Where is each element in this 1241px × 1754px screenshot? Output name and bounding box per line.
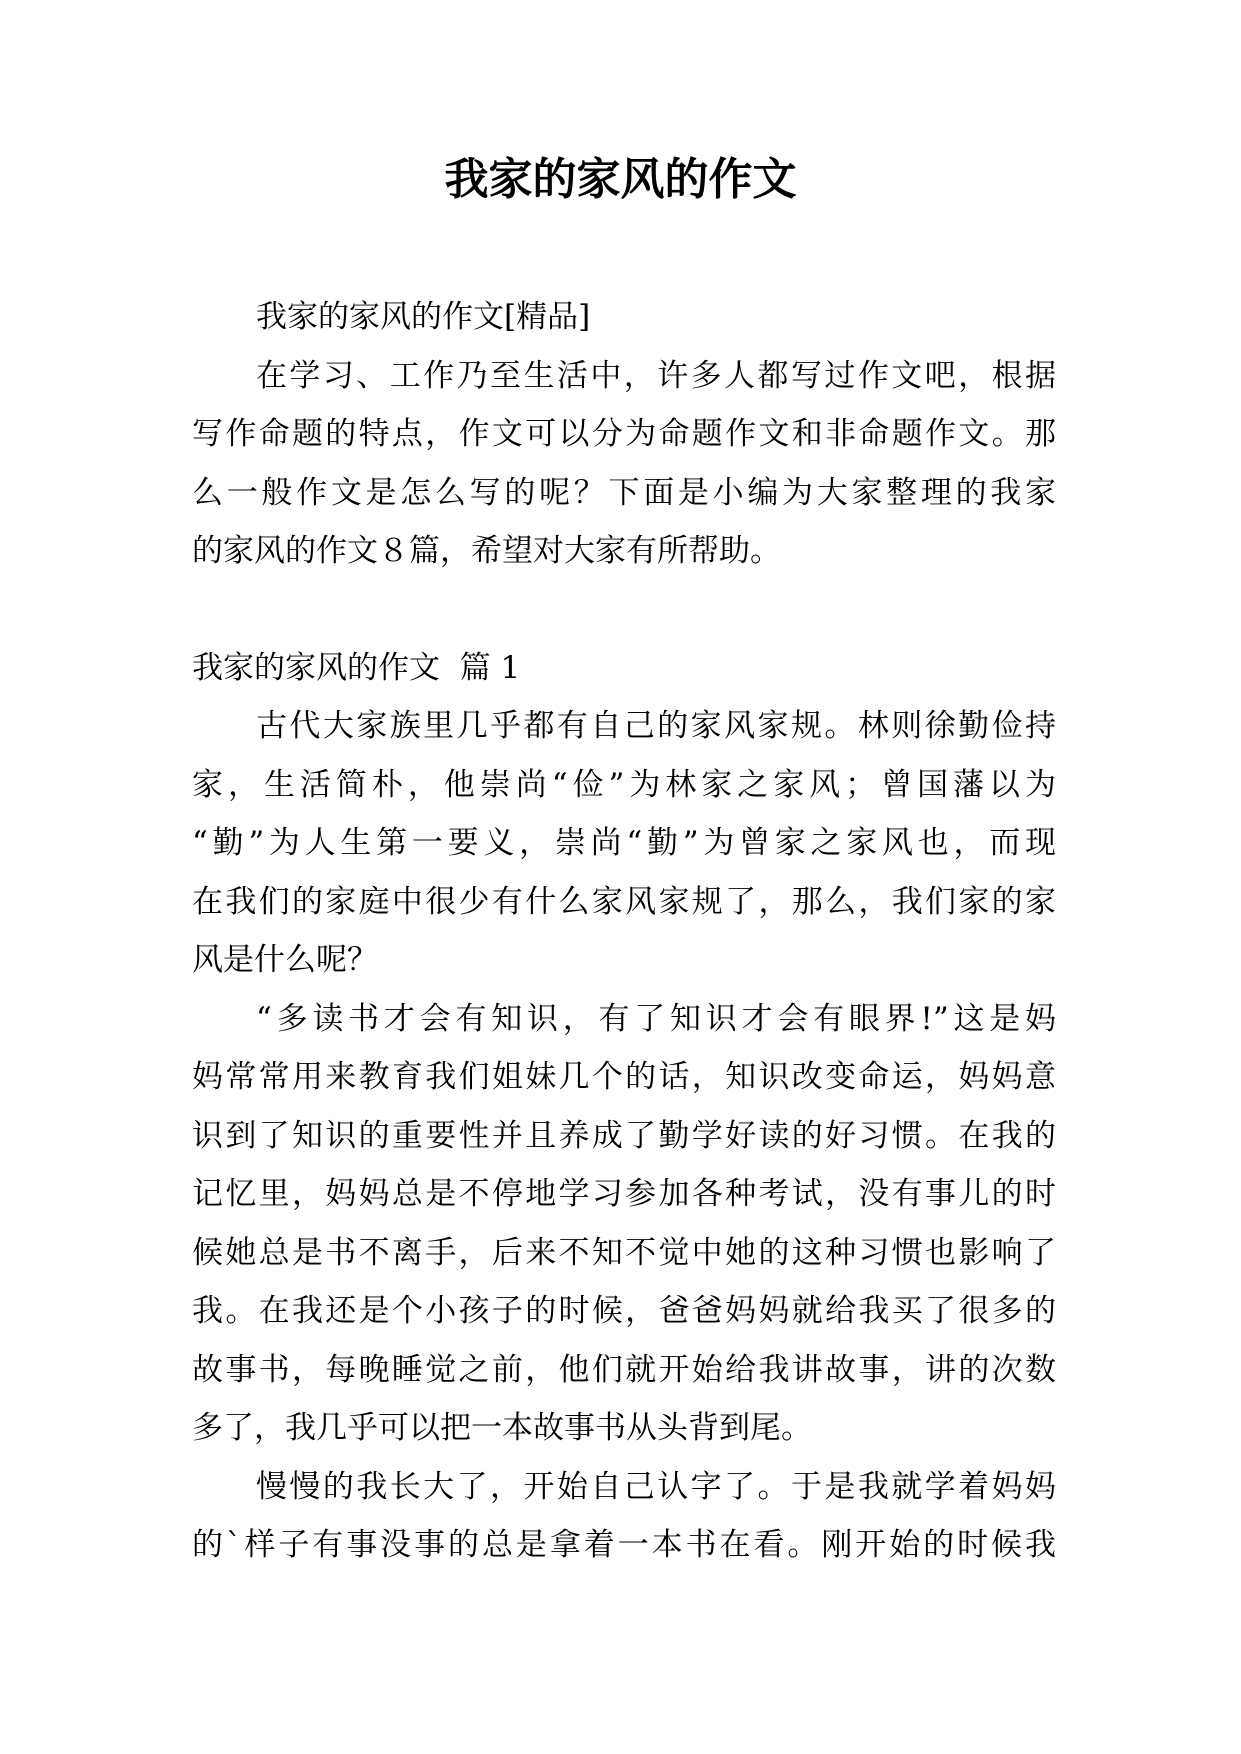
paragraph-line: 的`样子有事没事的总是拿着一本书在看。刚开始的时候我 xyxy=(192,1527,1056,1563)
paragraph-line: 我。在我还是个小孩子的时候，爸爸妈妈就给我买了很多的 xyxy=(192,1293,1056,1329)
document-title: 我家的家风的作文 xyxy=(444,154,797,205)
paragraph-line: 妈常常用来教育我们姐妹几个的话，知识改变命运，妈妈意 xyxy=(192,1059,1056,1095)
paragraph-line: 风是什么呢？ xyxy=(192,942,378,978)
section-spacer xyxy=(192,581,1056,639)
paragraph-2 xyxy=(192,990,1056,1458)
intro-line: 写作命题的特点，作文可以分为命题作文和非命题作文。那 xyxy=(192,416,1056,452)
paragraph-line: “多读书才会有知识，有了知识才会有眼界!”这是妈 xyxy=(256,1000,1056,1037)
paragraph-line: 家，生活简朴，他崇尚“俭”为林家之家风；曾国藩以为 xyxy=(192,766,1056,803)
intro-line: 么一般作文是怎么写的呢？下面是小编为大家整理的我家 xyxy=(192,474,1056,511)
paragraph-line: 候她总是书不离手，后来不知不觉中她的这种习惯也影响了 xyxy=(192,1234,1056,1271)
section-heading: 我家的家风的作文 篇 1 xyxy=(192,649,521,686)
intro-paragraph xyxy=(192,347,1056,581)
intro-line: 在学习、工作乃至生活中，许多人都写过作文吧，根据 xyxy=(256,357,1056,394)
intro-line: 的家风的作文８篇，希望对大家有所帮助。 xyxy=(192,533,781,569)
paragraph-line: 故事书，每晚睡觉之前，他们就开始给我讲故事，讲的次数 xyxy=(192,1351,1056,1388)
paragraph-line: 识到了知识的重要性并且养成了勤学好读的好习惯。在我的 xyxy=(192,1117,1056,1154)
paragraph-line: 在我们的家庭中很少有什么家风家规了，那么，我们家的家 xyxy=(192,883,1056,920)
paragraph-line: 古代大家族里几乎都有自己的家风家规。林则徐勤俭持 xyxy=(256,708,1056,744)
paragraph-line: “勤”为人生第一要义，崇尚“勤”为曾家之家风也，而现 xyxy=(192,825,1056,861)
paragraph-line: 记忆里，妈妈总是不停地学习参加各种考试，没有事儿的时 xyxy=(192,1176,1056,1212)
paragraph-line: 多了，我几乎可以把一本故事书从头背到尾。 xyxy=(192,1410,812,1446)
paragraph-1 xyxy=(192,697,1056,990)
paragraph-line: 慢慢的我长大了，开始自己认字了。于是我就学着妈妈 xyxy=(256,1468,1056,1505)
document-body xyxy=(192,288,1056,1575)
document-subtitle: 我家的家风的作文[精品] xyxy=(256,299,591,335)
paragraph-3 xyxy=(192,1458,1056,1575)
